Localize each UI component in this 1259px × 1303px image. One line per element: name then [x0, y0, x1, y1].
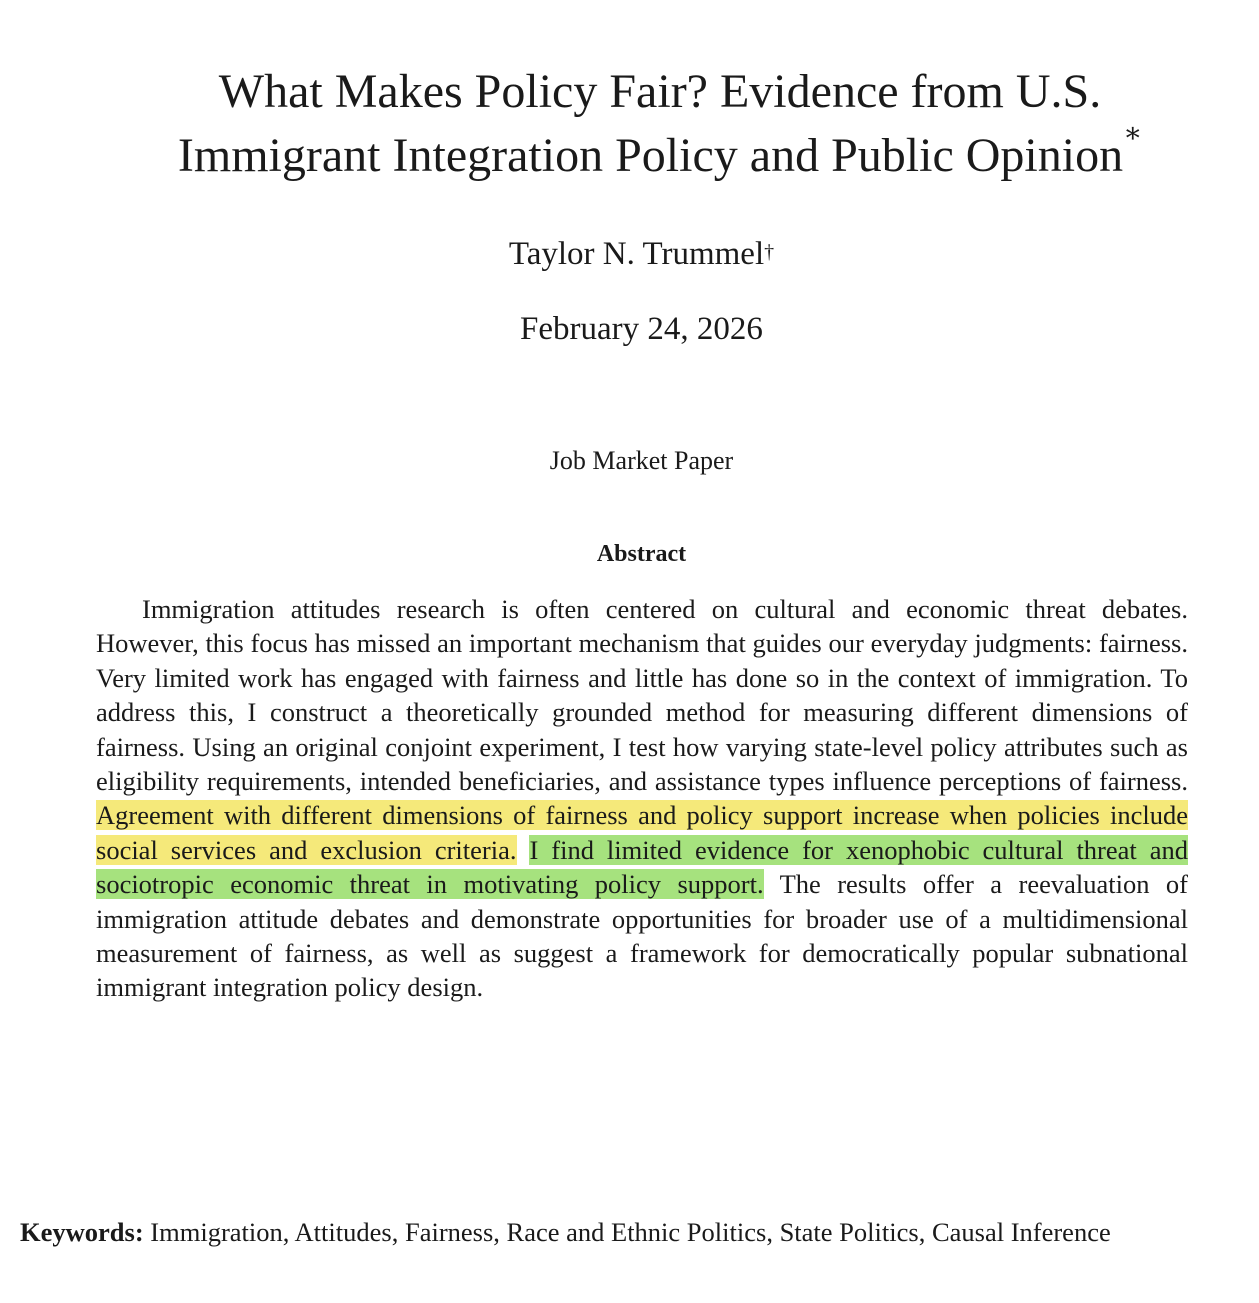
title-footnote-mark: ∗: [1123, 118, 1143, 149]
abstract-text-part-1: Immigration attitudes research is often centered on cultural and economic threat debates. However, this focus has missed an important mechanism that guides our everyday judgments: fairness. Very limited work has engaged with fairness and little has done so in the context of immigration. To address this, I construct a theoretically grounded method for measuring different dimensions of fairness. Using an original conjoint experiment, I test how varying state-level policy attributes such as eligibility requirements, intended beneficiaries, and assistance types influence perceptions of fairness.: [96, 594, 1188, 797]
author-name: Taylor N. Trummel: [508, 236, 765, 272]
keywords-line: [20, 1215, 1220, 1250]
paper-date: February 24, 2026: [520, 311, 763, 347]
author-line: [0, 234, 1259, 274]
keywords-label: Keywords:: [20, 1217, 144, 1247]
abstract-text-part-2: The results offer a reevaluation of immigration attitude debates and demonstrate opportunities for broader use of a multidimensional measurement of fairness, as well as suggest a framework for democratically popular subnational immigrant integration policy design.: [96, 869, 1189, 1003]
keywords-value: Immigration, Attitudes, Fairness, Race and Ethnic Politics, State Politics, Causal Inference: [150, 1217, 1111, 1247]
author-footnote-mark: †: [764, 241, 775, 263]
abstract-highlight-green: I find limited evidence for xenophobic cultural threat and sociotropic economic threat in motivating policy support.: [96, 834, 1188, 900]
title-line-1: What Makes Policy Fair? Evidence from U.S.: [218, 65, 1102, 118]
paper-title: [60, 60, 1259, 188]
abstract-body: [96, 592, 1188, 1005]
abstract-highlight-yellow: Agreement with different dimensions of fairness and policy support increase when policies include social services and exclusion criteria.: [96, 800, 1188, 865]
abstract-heading: Abstract: [596, 541, 687, 567]
paper-type-label: Job Market Paper: [549, 446, 734, 475]
title-line-2: Immigrant Integration Policy and Public Opinion: [177, 129, 1124, 182]
